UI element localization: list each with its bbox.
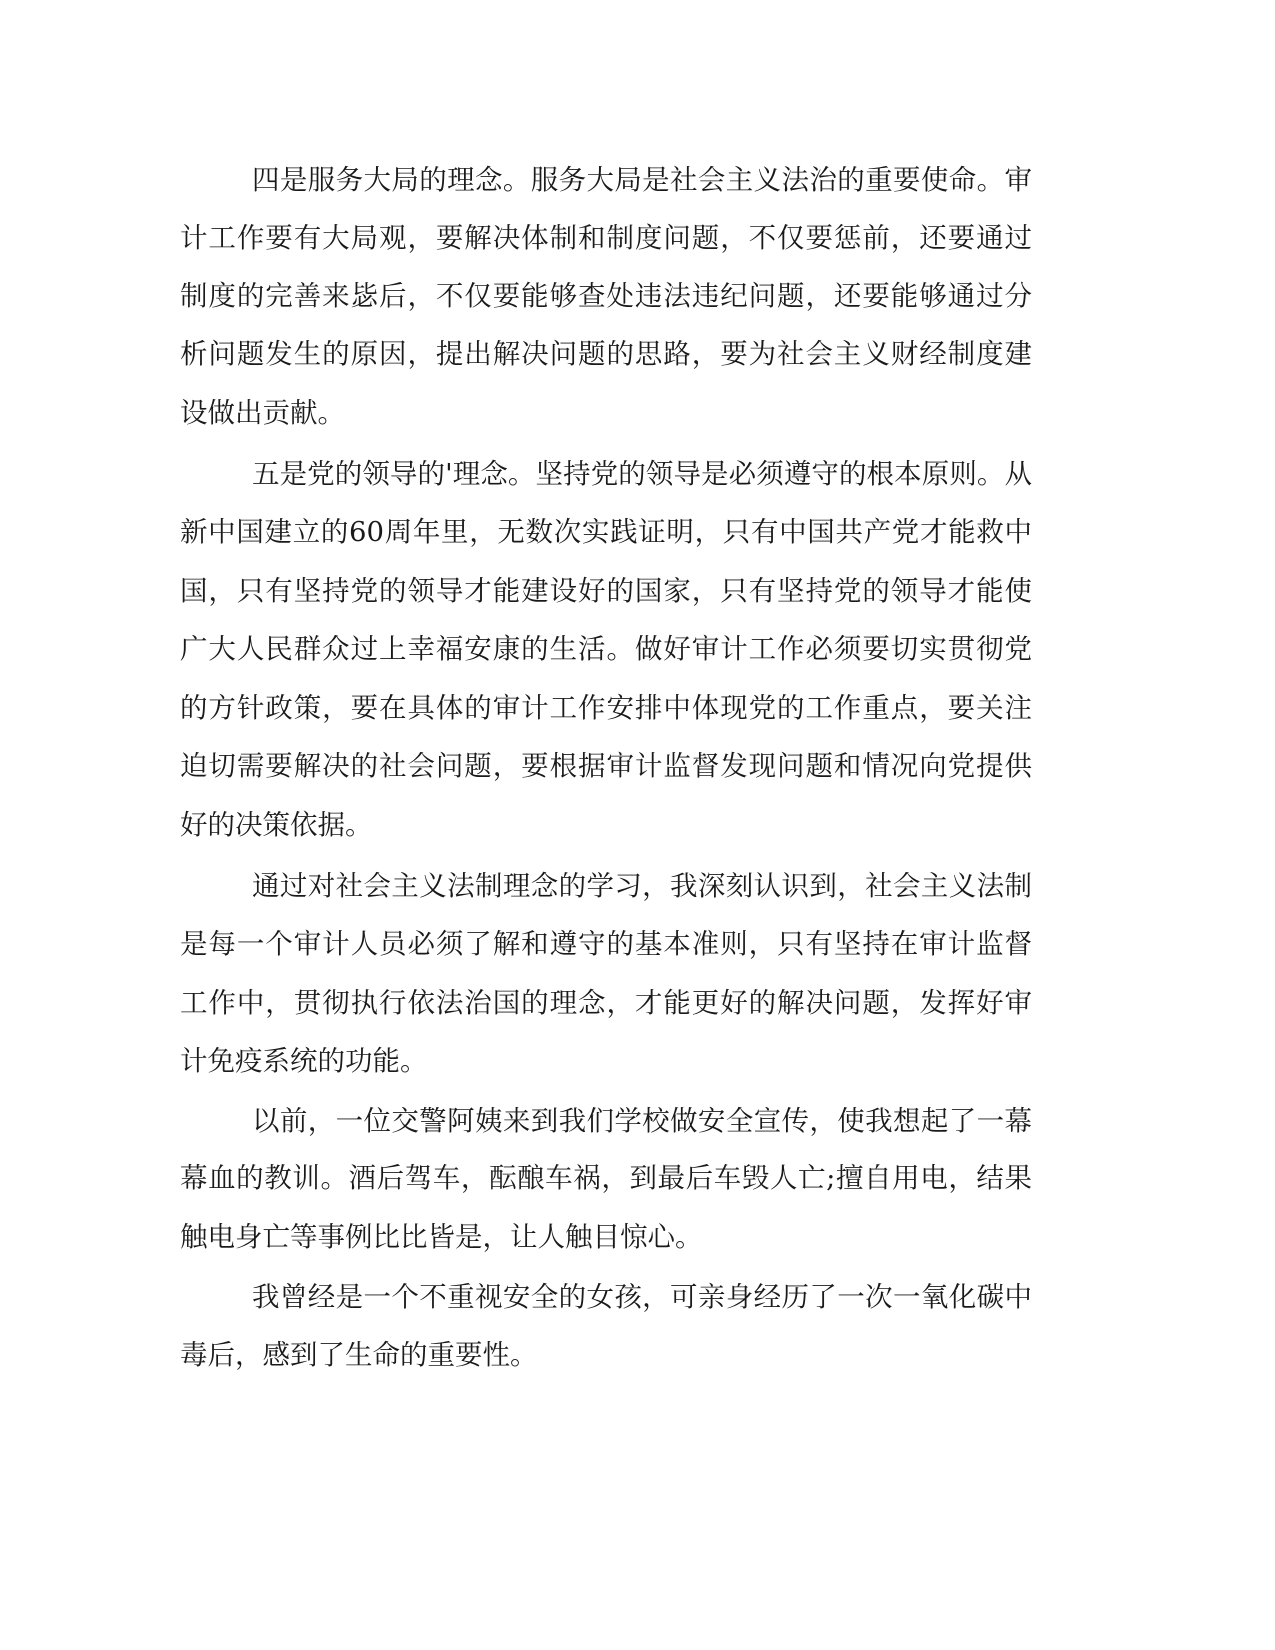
paragraph-2-line-5: 的方针政策，要在具体的审计工作安排中体现党的工作重点，要关注 (180, 692, 1032, 724)
paragraph-3-line-1: 通过对社会主义法制理念的学习，我深刻认识到，社会主义法制 (252, 870, 1032, 902)
paragraph-2-line-2: 新中国建立的60周年里，无数次实践证明，只有中国共产党才能救中 (180, 516, 1032, 548)
paragraph-4-line-3: 触电身亡等事例比比皆是，让人触目惊心。 (180, 1221, 703, 1253)
paragraph-1-line-1: 四是服务大局的理念。服务大局是社会主义法治的重要使命。审 (252, 164, 1032, 196)
paragraph-2-line-4: 广大人民群众过上幸福安康的生活。做好审计工作必须要切实贯彻党 (180, 633, 1032, 665)
paragraph-1-line-4: 析问题发生的原因，提出解决问题的思路，要为社会主义财经制度建 (180, 338, 1032, 370)
paragraph-2-line-7: 好的决策依据。 (180, 809, 373, 841)
paragraph-3-line-3: 工作中，贯彻执行依法治国的理念，才能更好的解决问题，发挥好审 (180, 987, 1032, 1019)
paragraph-2-line-3: 国，只有坚持党的领导才能建设好的国家，只有坚持党的领导才能使 (180, 575, 1032, 607)
paragraph-3-line-4: 计免疫系统的功能。 (180, 1045, 428, 1077)
paragraph-1-line-2: 计工作要有大局观，要解决体制和制度问题，不仅要惩前，还要通过 (180, 222, 1032, 254)
paragraph-4-line-2: 幕血的教训。酒后驾车，酝酿车祸，到最后车毁人亡;擅自用电，结果 (180, 1162, 1032, 1194)
paragraph-5-line-1: 我曾经是一个不重视安全的女孩，可亲身经历了一次一氧化碳中 (252, 1281, 1032, 1313)
paragraph-5-line-2: 毒后，感到了生命的重要性。 (180, 1339, 538, 1371)
paragraph-4-line-1: 以前，一位交警阿姨来到我们学校做安全宣传，使我想起了一幕 (252, 1105, 1032, 1137)
paragraph-3-line-2: 是每一个审计人员必须了解和遵守的基本准则，只有坚持在审计监督 (180, 928, 1032, 960)
paragraph-2-line-6: 迫切需要解决的社会问题，要根据审计监督发现问题和情况向党提供 (180, 750, 1032, 782)
paragraph-1-line-3: 制度的完善来毖后，不仅要能够查处违法违纪问题，还要能够通过分 (180, 280, 1032, 312)
paragraph-1-line-5: 设做出贡献。 (180, 397, 345, 429)
paragraph-2-line-1: 五是党的领导的'理念。坚持党的领导是必须遵守的根本原则。从 (252, 458, 1032, 490)
